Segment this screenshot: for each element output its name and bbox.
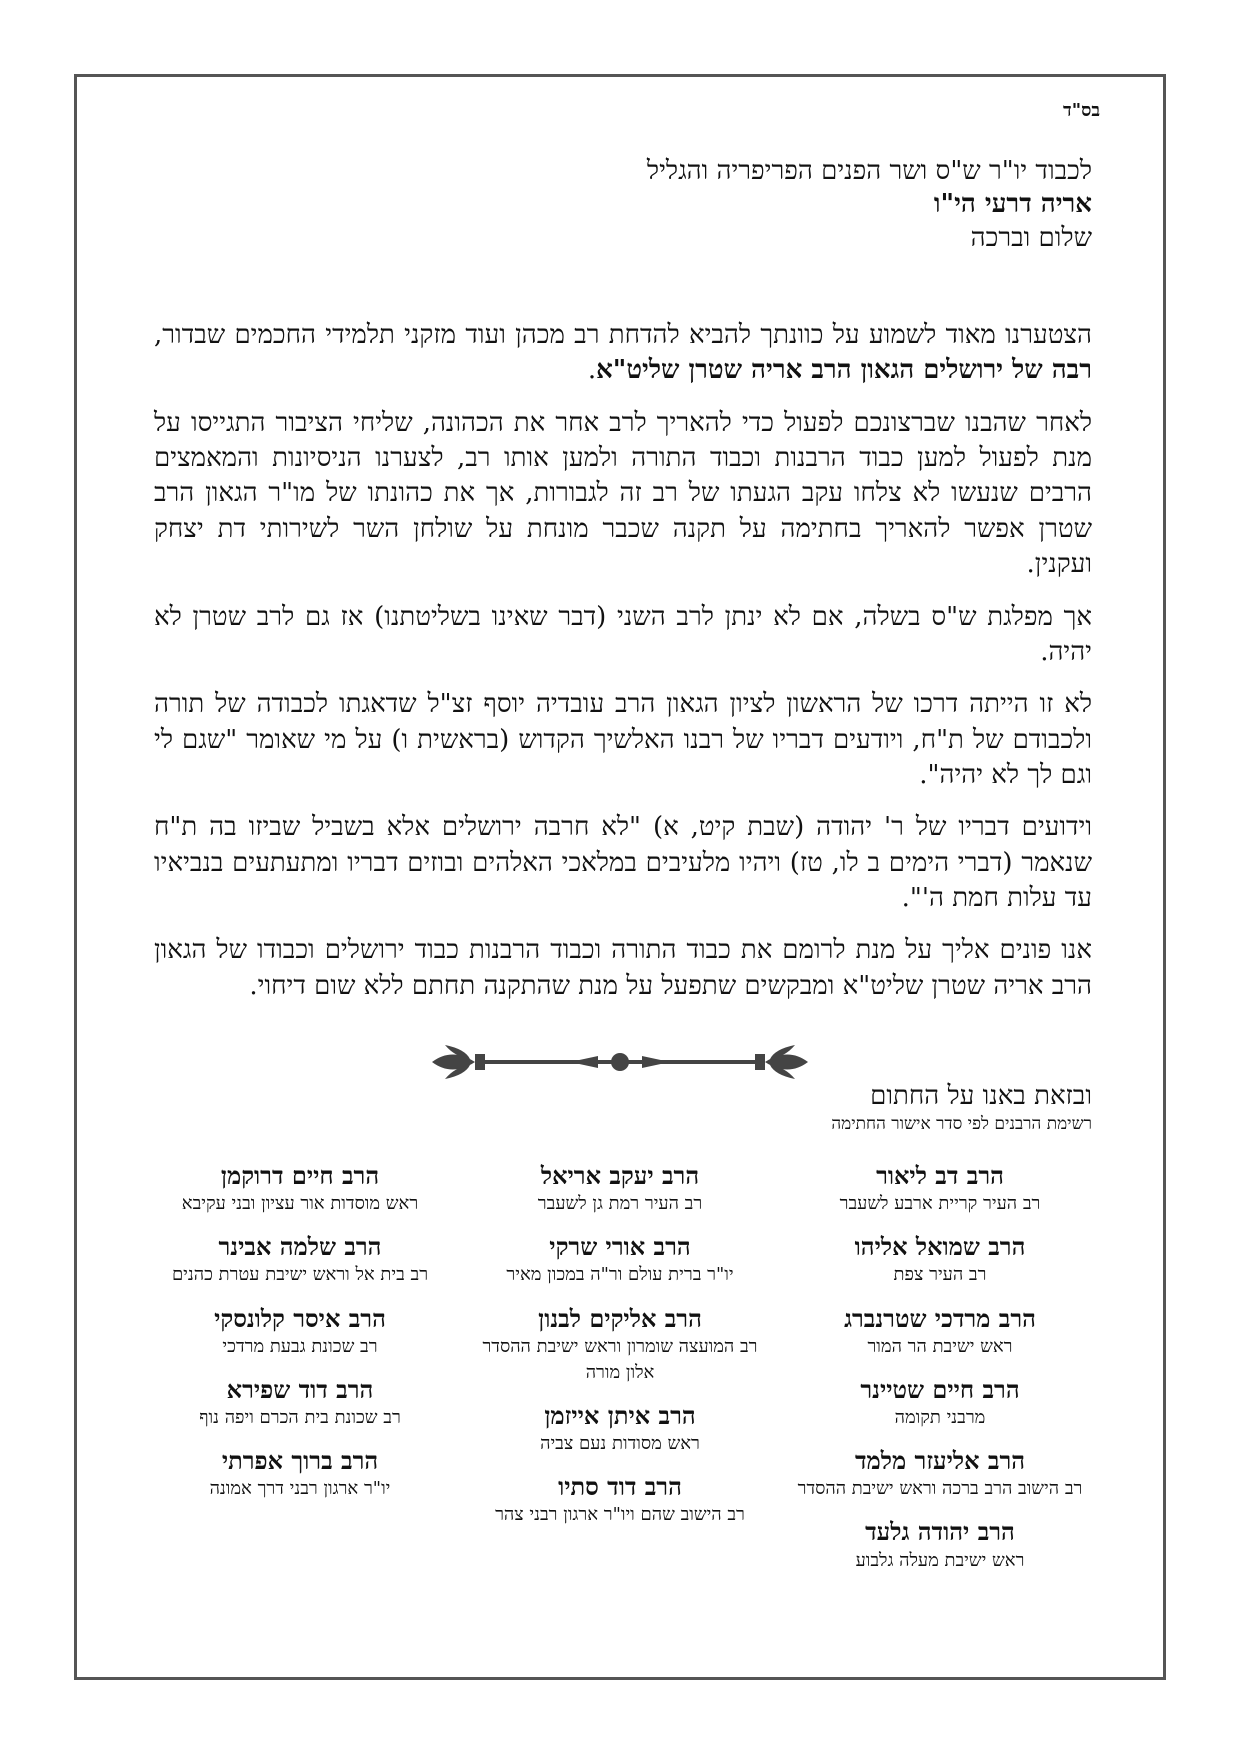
signatory-name: הרב חיים דרוקמן xyxy=(220,1161,380,1190)
signoff-block xyxy=(292,1080,1092,1135)
address-block xyxy=(312,155,1092,255)
signatory xyxy=(790,1445,1090,1502)
signatory xyxy=(470,1231,770,1288)
signatory-name: הרב אורי שרקי xyxy=(549,1232,691,1262)
signatory-title: יו"ר ארגון רבני דרך אמונה xyxy=(209,1478,391,1500)
signatory-title: רב בית אל וראש ישיבת עטרת כהנים xyxy=(171,1264,429,1286)
signatory-title: ראש מסודות נעם צביה xyxy=(540,1433,700,1455)
addressee-name: אריה דרעי הי"ו xyxy=(933,189,1092,220)
signatory xyxy=(150,1374,450,1431)
signatory-name: הרב ברוך אפרתי xyxy=(221,1446,379,1476)
signatory-name: הרב דוד שפירא xyxy=(226,1374,374,1404)
paragraph-1 xyxy=(154,318,1092,389)
signatory-name: הרב מרדכי שטרנברג xyxy=(844,1303,1036,1333)
signatory-title: מרבני תקומה xyxy=(894,1407,986,1429)
address-line-1: לכבוד יו"ר ש"ס ושר הפנים הפריפריה והגליל xyxy=(646,156,1092,186)
signatory xyxy=(790,1374,1090,1431)
signatories-column-3 xyxy=(150,1160,450,1516)
signatories xyxy=(150,1160,1090,1650)
paragraph-4: לא זו הייתה דרכו של הראשון לציון הגאון הרב עובדיה יוסף זצ"ל שדאגתו לכבודה של תורה ולכבודם של ת"ח, ויודעים דבריו של רבנו האלשיך הקדוש (בראשית ו) על מי שאומר "שגם לי וגם לך לא יהיה". xyxy=(154,689,1092,790)
signatory xyxy=(790,1160,1090,1217)
signatory-name: הרב שמואל אליהו xyxy=(854,1232,1026,1262)
signatory xyxy=(470,1160,770,1217)
paragraph-1-text: הצטערנו מאוד לשמוע על כוונתך להביא להדחת רב מכהן ועוד מזקני תלמידי החכמים שבדור, xyxy=(154,320,1092,350)
signatory-name: הרב דב ליאור xyxy=(876,1161,1004,1190)
signatories-column-2 xyxy=(470,1160,770,1543)
signatory xyxy=(790,1231,1090,1288)
greeting: שלום וברכה xyxy=(970,222,1092,253)
signatory xyxy=(150,1160,450,1217)
signatory xyxy=(470,1400,770,1457)
signatory-title: ראש מוסדות אור עציון ובני עקיבא xyxy=(181,1193,419,1215)
signatory xyxy=(150,1445,450,1502)
paragraph-2: לאחר שהבנו שברצונכם לפעול כדי להאריך לרב אחר את הכהונה, שליחי הציבור התגייסו על מנת לפעול למען כבוד הרבנות וכבוד התורה ולמען אותו רב, לצערנו הניסיונות והמאמצים הרבים שנעשו לא צלחו עקב הגעתו של רב זה לגבורות, אך את כהונתו של מו"ר הגאון הרב שטרן אפשר להאריך בחתימה על תקנה שכבר מונחת על שולחן השר לשירותי דת יצחק ועקנין. xyxy=(154,407,1092,580)
signatory-title: יו"ר ברית עולם ור"ה במכון מאיר xyxy=(506,1264,734,1286)
signatory-title: רב שכונת גבעת מרדכי xyxy=(222,1335,378,1357)
signatory xyxy=(470,1303,770,1386)
signatory-title: רב המועצה שומרון וראש ישיבת ההסדר אלון מורה xyxy=(482,1335,758,1383)
letter-body xyxy=(154,318,1092,1021)
signoff-lead: ובזאת באנו על החתום xyxy=(870,1081,1092,1111)
signatory xyxy=(150,1303,450,1360)
signatory-name: הרב דוד סתיו xyxy=(558,1472,682,1502)
signatory-title: רב הישוב הרב ברכה וראש ישיבת ההסדר xyxy=(797,1478,1083,1500)
paragraph-6: אנו פונים אליך על מנת לרומם את כבוד התורה וכבוד הרבנות כבוד ירושלים וכבודו של הגאון הרב אריה שטרן שליט"א ומבקשים שתפעל על מנת שהתקנה תחתם ללא שום דיחוי. xyxy=(154,935,1092,1001)
signatory xyxy=(150,1231,450,1288)
signatories-column-1 xyxy=(790,1160,1090,1588)
signoff-sub: רשימת הרבנים לפי סדר אישור החתימה xyxy=(831,1113,1092,1134)
signatory-title: רב שכונת בית הכרם ויפה נוף xyxy=(199,1407,401,1429)
signatory-name: הרב יעקב אריאל xyxy=(540,1161,700,1190)
signatory-name: הרב חיים שטיינר xyxy=(860,1374,1020,1404)
signatory-title: רב העיר צפת xyxy=(893,1264,987,1286)
bsd-header: בס"ד xyxy=(1063,100,1100,121)
signatory-title: ראש ישיבת הר המור xyxy=(867,1335,1013,1357)
signatory-title: רב העיר קריית ארבע לשעבר xyxy=(839,1193,1041,1215)
signatory xyxy=(790,1516,1090,1573)
paragraph-1-bold: רבה של ירושלים הגאון הרב אריה שטרן שליט"א xyxy=(596,355,1092,386)
paragraph-5: וידועים דבריו של ר' יהודה (שבת קיט, א) "לא חרבה ירושלים אלא בשביל שביזו בה ת"ח שנאמר (דברי הימים ב לו, טז) ויהיו מלעיבים במלאכי האלהים ובוזים דבריו ומתעתעים בנביאיו עד עלות חמת ה'". xyxy=(154,812,1092,914)
signatory-name: הרב איסר קלונסקי xyxy=(214,1303,386,1333)
paragraph-1-end: . xyxy=(587,355,597,386)
signatory xyxy=(470,1471,770,1528)
signatory xyxy=(790,1303,1090,1360)
signatory-name: הרב שלמה אבינר xyxy=(218,1232,382,1262)
signatory-name: הרב יהודה גלעד xyxy=(865,1517,1015,1547)
signatory-name: הרב אליעזר מלמד xyxy=(854,1446,1026,1476)
signatory-title: רב העיר רמת גן לשעבר xyxy=(537,1193,703,1215)
signatory-name: הרב אליקים לבנון xyxy=(538,1303,702,1333)
paragraph-3: אך מפלגת ש"ס בשלה, אם לא ינתן לרב השני (דבר שאינו בשליטתנו) אז גם לרב שטרן לא יהיה. xyxy=(154,601,1092,667)
signatory-title: ראש ישיבת מעלה גלבוע xyxy=(855,1549,1025,1571)
signatory-title: רב הישוב שהם ויו"ר ארגון רבני צהר xyxy=(495,1504,745,1526)
signatory-name: הרב איתן אייזמן xyxy=(544,1400,696,1430)
